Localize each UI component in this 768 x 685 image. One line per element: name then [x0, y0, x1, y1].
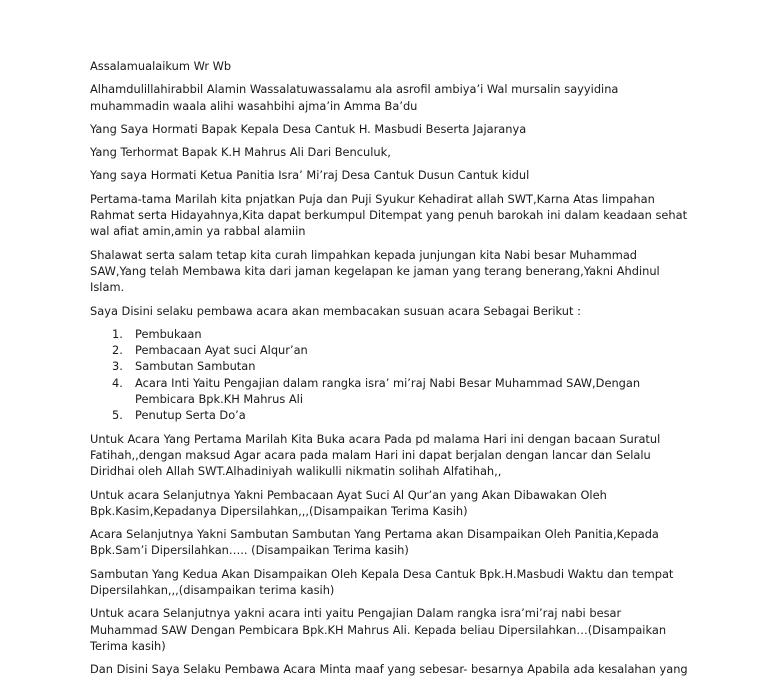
paragraph-quran-reading: Untuk acara Selanjutnya Yakni Pembacaan Ayat Suci Al Qur’an yang Akan Dibawakan Oleh Bpk.Kasim,Kepadanya Dipersilahkan,,,(Disampaikan Terima Kasih)	[90, 487, 607, 518]
agenda-item	[112, 326, 690, 342]
agenda-item	[112, 358, 690, 374]
agenda-text: Sambutan Sambutan	[135, 359, 256, 374]
intro-paragraph: Saya Disini selaku pembawa acara akan membacakan susuan acara Sebagai Berikut :	[90, 303, 581, 318]
agenda-text: Acara Inti Yaitu Pengajian dalam rangka isra’ mi’raj Nabi Besar Muhammad SAW,Dengan Pembicara Bpk.KH Mahrus Ali	[135, 375, 641, 407]
agenda-list	[90, 326, 690, 424]
agenda-text: Pembukaan	[135, 326, 202, 341]
agenda-number: 3.	[112, 359, 123, 374]
agenda-number: 4.	[112, 375, 123, 390]
agenda-item	[112, 342, 690, 358]
respect-line-1: Yang Saya Hormati Bapak Kepala Desa Cantuk H. Masbudi Beserta Jajaranya	[90, 121, 527, 136]
greeting: Assalamualaikum Wr Wb	[90, 59, 232, 73]
paragraph-main-sermon: Untuk acara Selanjutnya yakni acara inti yaitu Pengajian Dalam rangka isra’mi’raj nabi besar Muhammad SAW Dengan Pembicara Bpk.KH Mahrus Ali. Kepada beliau Dipersilahkan…(Disampaikan Terima kasih)	[90, 606, 667, 653]
document-body	[90, 58, 690, 685]
opening-paragraph: Alhamdulillahirabbil Alamin Wassalatuwassalamu ala asrofil ambiya’i Wal mursalin sayyidina muhammadin waala alihi wasahbihi ajma’in Amma Ba’du	[90, 82, 619, 113]
agenda-text: Penutup Serta Do’a	[135, 408, 246, 423]
paragraph-first-agenda: Untuk Acara Yang Pertama Marilah Kita Buka acara Pada pd malama Hari ini dengan bacaan Suratul Fatihah,,dengan maksud Agar acara pada malam Hari ini dapat berjalan dengan lancar dan Selalu Diridhai oleh Allah SWT.Alhadiniyah walikulli nikmatin solihah Alfatihah,,	[90, 431, 661, 479]
agenda-number: 5.	[112, 408, 123, 423]
agenda-number: 1.	[112, 326, 123, 341]
paragraph-committee-speech: Acara Selanjutnya Yakni Sambutan Sambutan Yang Pertama akan Disampaikan Oleh Panitia,Kepada Bpk.Sam’i Dipersilahkan….. (Disampaikan Terima kasih)	[90, 527, 659, 558]
agenda-number: 2.	[112, 343, 123, 358]
agenda-item	[112, 375, 690, 408]
respect-line-3: Yang saya Hormati Ketua Panitia Isra’ Mi’raj Desa Cantuk Dusun Cantuk kidul	[90, 168, 530, 183]
paragraph-apology: Dan Disini Saya Selaku Pembawa Acara Minta maaf yang sebesar- besarnya Apabila ada kesalahan yang	[90, 662, 688, 677]
agenda-item	[112, 407, 690, 423]
paragraph-village-head-speech: Sambutan Yang Kedua Akan Disampaikan Oleh Kepala Desa Cantuk Bpk.H.Masbudi Waktu dan tempat Dipersilahkan,,,(disampaikan terima kasih)	[90, 566, 674, 598]
shalawat-paragraph: Shalawat serta salam tetap kita curah limpahkan kepada junjungan kita Nabi besar Muhammad SAW,Yang telah Membawa kita dari jaman kegelapan ke jaman yang terang benerang,Yakni Ahdinul Islam.	[90, 247, 660, 295]
respect-line-2: Yang Terhormat Bapak K.H Mahrus Ali Dari Benculuk,	[90, 145, 391, 160]
thanks-paragraph: Pertama-tama Marilah kita pnjatkan Puja dan Puji Syukur Kehadirat allah SWT,Karna Atas limpahan Rahmat serta Hidayahnya,Kita dapat berkumpul Ditempat yang penuh barokah ini dalam keadaan sehat wal afiat amin,amin ya rabbal alamiin	[90, 191, 688, 239]
agenda-text: Pembacaan Ayat suci Alqur’an	[135, 343, 308, 358]
